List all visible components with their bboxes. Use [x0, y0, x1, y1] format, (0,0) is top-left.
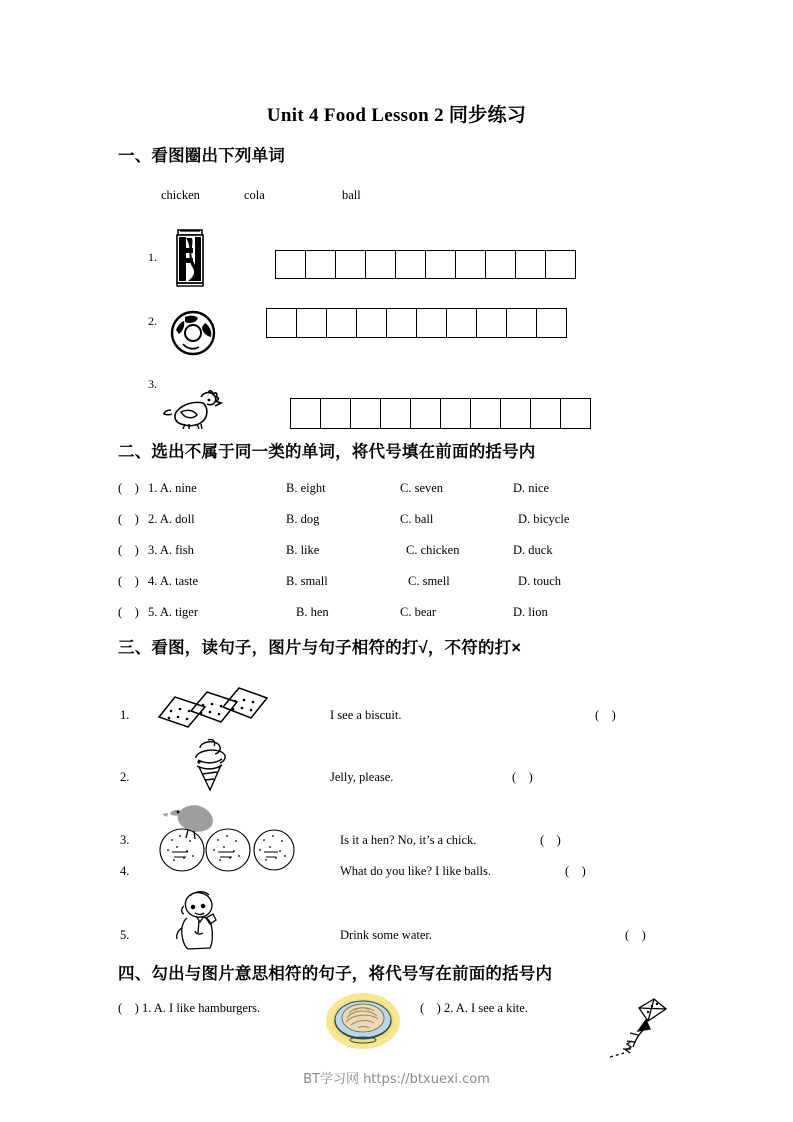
grid-cell[interactable] [321, 399, 351, 428]
section-4-heading: 四、勾出与图片意思相符的句子，将代号写在前面的括号内 [118, 965, 553, 983]
option-a[interactable] [148, 605, 198, 620]
grid-cell[interactable] [501, 399, 531, 428]
page-title: Unit 4 Food Lesson 2 同步练习 [266, 105, 527, 126]
option-c[interactable]: C. chicken [406, 543, 460, 557]
grid-cell[interactable] [291, 399, 321, 428]
section-3-item-3-sentence: Is it a hen? No, it’s a chick. [340, 833, 477, 847]
ice-cream-icon [190, 736, 230, 797]
grid-cell[interactable] [297, 309, 327, 337]
section-1-heading: 一、看图圈出下列单词 [118, 147, 285, 165]
option-b[interactable]: B. small [286, 574, 328, 588]
option-d[interactable]: D. duck [513, 543, 553, 557]
answer-blank-paren[interactable]: ( ) [118, 512, 139, 526]
option-b[interactable]: B. like [286, 543, 320, 557]
option-c[interactable]: C. ball [400, 512, 434, 526]
section-3-item-4-number: 4. [120, 864, 130, 878]
option-a[interactable] [148, 481, 197, 496]
noodles-bowl-icon [325, 992, 401, 1055]
answer-blank-paren[interactable]: ( ) [118, 605, 139, 619]
section-3-item-2-sentence: Jelly, please. [330, 770, 394, 784]
answer-blank-paren[interactable]: ( ) [118, 574, 139, 588]
option-d[interactable]: D. bicycle [518, 512, 570, 526]
option-a[interactable] [148, 543, 194, 558]
question-number: 4. [148, 574, 158, 588]
word-bank-item-3: ball [342, 188, 361, 202]
section-4-item-2-label[interactable]: 2. A. I see a kite. [443, 1001, 528, 1015]
option-c[interactable]: C. smell [408, 574, 450, 588]
section-2-question-1 [118, 481, 738, 499]
grid-cell[interactable] [456, 251, 486, 278]
grid-cell[interactable] [477, 309, 507, 337]
section-3-item-3-number: 3. [120, 833, 130, 847]
option-d[interactable]: D. touch [518, 574, 562, 588]
option-d[interactable]: D. lion [513, 605, 548, 619]
question-number: 1. [148, 481, 158, 495]
answer-blank-paren[interactable]: ( ) [118, 1001, 139, 1015]
grid-cell[interactable] [561, 399, 591, 428]
section-2-question-4 [118, 574, 738, 592]
section-2-question-5 [118, 605, 738, 623]
section-3-item-1-sentence: I see a biscuit. [330, 708, 402, 722]
grid-cell[interactable] [531, 399, 561, 428]
answer-blank-paren[interactable]: ( ) [118, 543, 139, 557]
answer-grid-row-3[interactable] [290, 398, 591, 429]
section-1-item-3-number: 3. [148, 377, 157, 391]
word-bank-item-1: chicken [161, 188, 200, 202]
option-a[interactable] [148, 512, 195, 527]
section-3-item-2-answer-blank[interactable]: ( ) [512, 770, 533, 784]
answer-blank-paren[interactable]: ( ) [420, 1001, 441, 1015]
section-3-item-5-answer-blank[interactable]: ( ) [625, 928, 646, 942]
grid-cell[interactable] [276, 251, 306, 278]
section-2-heading: 二、选出不属于同一类的单词，将代号填在前面的括号内 [118, 443, 536, 461]
answer-grid-row-2[interactable] [266, 308, 567, 338]
option-b[interactable]: B. hen [296, 605, 329, 619]
answer-grid-row-1[interactable] [275, 250, 576, 279]
option-a-text: A. fish [159, 543, 194, 557]
option-d[interactable]: D. nice [513, 481, 550, 495]
option-a-text: A. doll [159, 512, 195, 526]
grid-cell[interactable] [306, 251, 336, 278]
option-a[interactable] [148, 574, 198, 589]
option-c[interactable]: C. seven [400, 481, 444, 495]
biscuits-icon [155, 683, 270, 736]
section-2-question-3 [118, 543, 738, 561]
grid-cell[interactable] [267, 309, 297, 337]
section-2-question-2 [118, 512, 738, 530]
option-a-text: A. tiger [159, 605, 198, 619]
section-1-item-2-number: 2. [148, 314, 157, 328]
section-3-item-5-sentence: Drink some water. [340, 928, 432, 942]
grid-cell[interactable] [417, 309, 447, 337]
section-4-item-2 [420, 1001, 528, 1016]
grid-cell[interactable] [366, 251, 396, 278]
grid-cell[interactable] [396, 251, 426, 278]
boy-drinking-icon [170, 888, 232, 955]
grid-cell[interactable] [447, 309, 477, 337]
section-3-item-4-sentence: What do you like? I like balls. [340, 864, 492, 878]
cola-can-icon [172, 228, 208, 295]
option-a-text: A. nine [159, 481, 197, 495]
grid-cell[interactable] [486, 251, 516, 278]
option-a-text: A. taste [159, 574, 198, 588]
answer-blank-paren[interactable]: ( ) [118, 481, 139, 495]
grid-cell[interactable] [411, 399, 441, 428]
section-4-item-1 [118, 1001, 260, 1016]
section-3-item-1-answer-blank[interactable]: ( ) [595, 708, 616, 722]
kite-icon [608, 995, 670, 1068]
grid-cell[interactable] [381, 399, 411, 428]
site-footer: BT学习网 https://btxuexi.com [303, 1072, 490, 1087]
section-3-item-5-number: 5. [120, 928, 130, 942]
grid-cell[interactable] [471, 399, 501, 428]
section-3-item-3-answer-blank[interactable]: ( ) [540, 833, 561, 847]
section-3-item-4-answer-blank[interactable]: ( ) [565, 864, 586, 878]
grid-cell[interactable] [507, 309, 537, 337]
section-3-item-1-number: 1. [120, 708, 130, 722]
grid-cell[interactable] [546, 251, 576, 278]
chicken-icon [163, 383, 225, 434]
soccer-ball-icon [168, 308, 218, 363]
section-3-heading: 三、看图，读句子，图片与句子相符的打√，不符的打× [118, 639, 522, 657]
grid-cell[interactable] [516, 251, 546, 278]
grid-cell[interactable] [537, 309, 567, 337]
grid-cell[interactable] [426, 251, 456, 278]
chick-bushes-icon [150, 800, 310, 877]
option-b[interactable]: B. dog [286, 512, 320, 526]
section-1-item-1-number: 1. [148, 250, 157, 264]
grid-cell[interactable] [357, 309, 387, 337]
grid-cell[interactable] [351, 399, 381, 428]
question-number: 3. [148, 543, 158, 557]
option-b[interactable]: B. eight [286, 481, 326, 495]
section-3-item-2-number: 2. [120, 770, 130, 784]
grid-cell[interactable] [441, 399, 471, 428]
grid-cell[interactable] [387, 309, 417, 337]
option-c[interactable]: C. bear [400, 605, 437, 619]
question-number: 5. [148, 605, 158, 619]
section-4-item-1-label[interactable]: 1. A. I like hamburgers. [141, 1001, 261, 1015]
word-bank-item-2: cola [244, 188, 265, 202]
grid-cell[interactable] [327, 309, 357, 337]
question-number: 2. [148, 512, 158, 526]
grid-cell[interactable] [336, 251, 366, 278]
